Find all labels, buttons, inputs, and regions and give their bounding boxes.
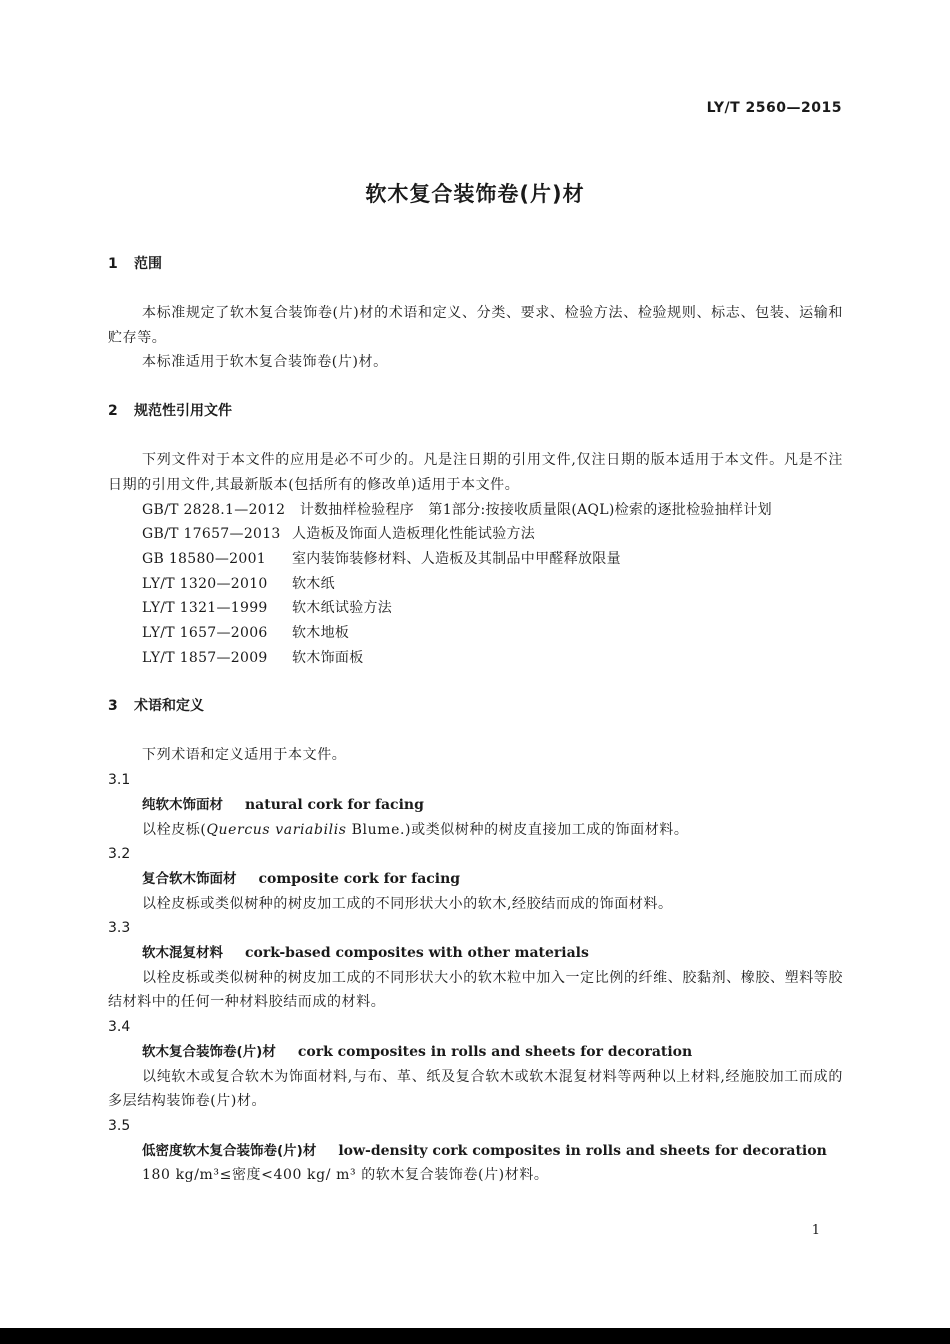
reference-code: GB/T 17657—2013 xyxy=(142,526,281,543)
term-number: 3.1 xyxy=(108,772,131,789)
term-definition: 180 kg/m³≤密度<400 kg/ m³ 的软木复合装饰卷(片)材料。 xyxy=(142,1167,549,1184)
species-name: Quercus variabilis xyxy=(206,821,347,838)
reference-code: LY/T 1321—1999 xyxy=(142,600,268,617)
scan-edge-bar xyxy=(0,1328,950,1344)
reference-item xyxy=(108,621,843,646)
paragraph: 本标准规定了软木复合装饰卷(片)材的术语和定义、分类、要求、检验方法、检验规则、标志、包装、运输和贮存等。 xyxy=(108,305,843,346)
term-number: 3.3 xyxy=(108,920,131,937)
reference-title: 室内装饰装修材料、人造板及其制品中甲醛释放限量 xyxy=(292,550,621,567)
reference-title: 软木地板 xyxy=(292,625,350,642)
term-name xyxy=(108,941,843,966)
term-name-zh: 纯软木饰面材 xyxy=(142,796,223,813)
term-name-en: composite cork for facing xyxy=(258,870,461,887)
reference-item xyxy=(108,646,843,671)
term-name xyxy=(108,867,843,892)
term-definition: 以栓皮栎或类似树种的树皮加工成的不同形状大小的软木,经胶结而成的饰面材料。 xyxy=(142,895,673,912)
reference-item: GB/T 2828.1—2012 计数抽样检验程序 第1部分:按接收质量限(AQL)检索的逐批检验抽样计划 xyxy=(142,501,772,518)
section-1-heading xyxy=(108,252,843,277)
term-number: 3.2 xyxy=(108,846,131,863)
term-name xyxy=(108,793,843,818)
reference-code: GB 18580—2001 xyxy=(142,550,266,567)
section-3-heading xyxy=(108,694,843,719)
term-number: 3.4 xyxy=(108,1019,131,1036)
document-body xyxy=(108,252,843,1188)
term-definition: 以纯软木或复合软木为饰面材料,与布、革、纸及复合软木或软木混复材料等两种以上材料,经施胶加工而成的多层结构装饰卷(片)材。 xyxy=(108,1068,843,1110)
definition-text: Blume.)或类似树种的树皮直接加工成的饰面材料。 xyxy=(346,821,689,838)
term-number: 3.5 xyxy=(108,1117,131,1134)
reference-item xyxy=(108,596,843,621)
term-name-en: cork-based composites with other materials xyxy=(245,945,589,962)
reference-item xyxy=(108,572,843,597)
paragraph: 下列文件对于本文件的应用是必不可少的。凡是注日期的引用文件,仅注日期的版本适用于本文件。凡是不注日期的引用文件,其最新版本(包括所有的修改单)适用于本文件。 xyxy=(108,452,843,493)
section-2-heading xyxy=(108,399,843,424)
reference-title: 软木纸试验方法 xyxy=(292,600,393,617)
term-definition xyxy=(108,818,843,843)
document-title: 软木复合装饰卷(片)材 xyxy=(365,182,585,206)
term-name xyxy=(108,1040,843,1065)
term-definition: 以栓皮栎或类似树种的树皮加工成的不同形状大小的软木粒中加入一定比例的纤维、胶黏剂、橡胶、塑料等胶结材料中的任何一种材料胶结而成的材料。 xyxy=(108,969,843,1011)
reference-item xyxy=(108,547,843,572)
term-name-en: low-density cork composites in rolls and sheets for decoration xyxy=(338,1142,827,1159)
section-number: 1 xyxy=(108,256,118,272)
term-name-zh: 低密度软木复合装饰卷(片)材 xyxy=(142,1142,317,1159)
reference-title: 人造板及饰面人造板理化性能试验方法 xyxy=(292,526,536,543)
reference-code: LY/T 1857—2009 xyxy=(142,649,268,666)
term-name-en: cork composites in rolls and sheets for decoration xyxy=(297,1043,693,1060)
section-title: 规范性引用文件 xyxy=(134,403,232,420)
section-title: 范围 xyxy=(134,256,162,272)
page-number: 1 xyxy=(811,1223,820,1238)
reference-item xyxy=(108,522,843,547)
section-number: 3 xyxy=(108,698,118,715)
document-code: LY/T 2560—2015 xyxy=(706,100,842,116)
reference-title: 软木纸 xyxy=(292,575,335,592)
reference-title: 软木饰面板 xyxy=(292,649,364,666)
reference-code: LY/T 1320—2010 xyxy=(142,575,268,592)
reference-code: LY/T 1657—2006 xyxy=(142,625,268,642)
paragraph: 下列术语和定义适用于本文件。 xyxy=(142,747,347,764)
section-title: 术语和定义 xyxy=(134,698,204,715)
definition-text: 以栓皮栎( xyxy=(142,821,207,838)
term-name-en: natural cork for facing xyxy=(245,796,424,813)
section-number: 2 xyxy=(108,403,118,420)
term-name-zh: 软木混复材料 xyxy=(142,945,223,962)
term-name-zh: 软木复合装饰卷(片)材 xyxy=(142,1043,276,1060)
paragraph: 本标准适用于软木复合装饰卷(片)材。 xyxy=(142,354,388,371)
term-name-zh: 复合软木饰面材 xyxy=(142,870,237,887)
term-name xyxy=(108,1139,843,1164)
